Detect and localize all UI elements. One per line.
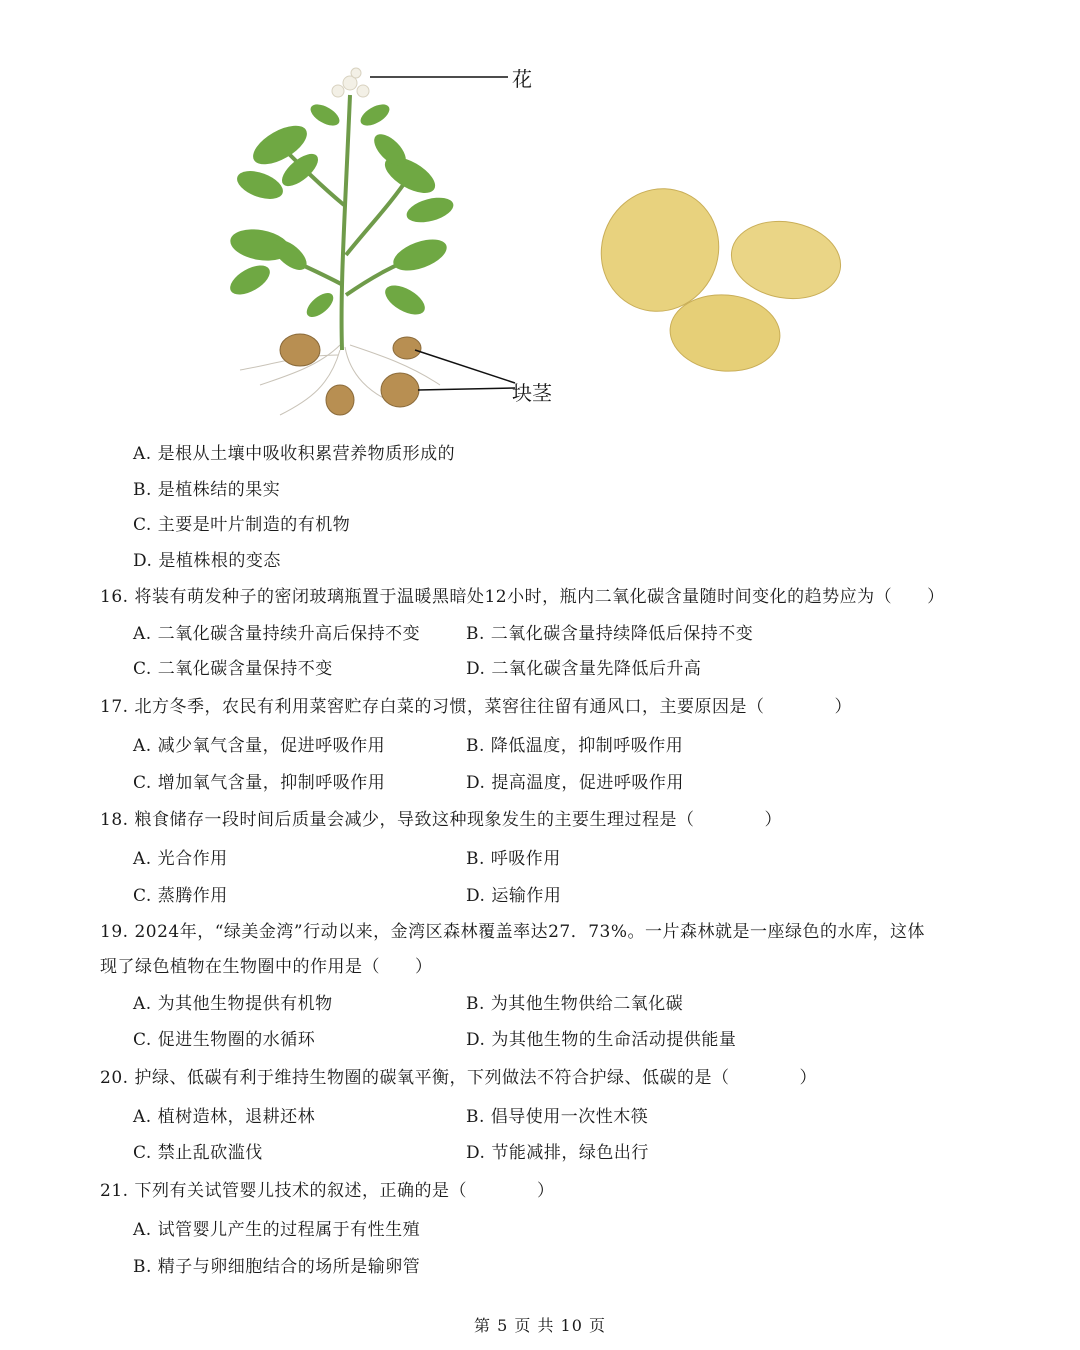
q19-option-d: D. 为其他生物的生命活动提供能量 bbox=[466, 1030, 737, 1050]
q20-option-a: A. 植树造林，退耕还林 bbox=[133, 1107, 316, 1127]
q15-option-c: C. 主要是叶片制造的有机物 bbox=[133, 515, 351, 535]
q20-option-d: D. 节能减排，绿色出行 bbox=[466, 1143, 649, 1163]
q17-option-c: C. 增加氧气含量，抑制呼吸作用 bbox=[133, 773, 386, 793]
q15-option-d: D. 是植株根的变态 bbox=[133, 551, 281, 571]
q21-option-b: B. 精子与卵细胞结合的场所是输卵管 bbox=[133, 1257, 421, 1277]
q20-option-b: B. 倡导使用一次性木筷 bbox=[466, 1107, 649, 1127]
label-tuber: 块茎 bbox=[512, 381, 552, 405]
label-flower: 花 bbox=[512, 67, 532, 91]
q17-stem: 17. 北方冬季，农民有利用菜窖贮存白菜的习惯，菜窖往往留有通风口，主要原因是（ ） bbox=[100, 697, 852, 717]
q20-option-c: C. 禁止乱砍滥伐 bbox=[133, 1143, 263, 1163]
q18-option-a: A. 光合作用 bbox=[133, 849, 228, 869]
q19-stem-line2: 现了绿色植物在生物圈中的作用是（ ） bbox=[100, 957, 433, 977]
q21-option-a: A. 试管婴儿产生的过程属于有性生殖 bbox=[133, 1220, 421, 1240]
q21-stem: 21. 下列有关试管婴儿技术的叙述，正确的是（ ） bbox=[100, 1181, 555, 1201]
q18-option-b: B. 呼吸作用 bbox=[466, 849, 561, 869]
q16-option-d: D. 二氧化碳含量先降低后升高 bbox=[466, 659, 702, 679]
q19-option-b: B. 为其他生物供给二氧化碳 bbox=[466, 994, 684, 1014]
q20-stem: 20. 护绿、低碳有利于维持生物圈的碳氧平衡，下列做法不符合护绿、低碳的是（ ） bbox=[100, 1068, 817, 1088]
q17-option-a: A. 减少氧气含量，促进呼吸作用 bbox=[133, 736, 386, 756]
q18-option-d: D. 运输作用 bbox=[466, 886, 562, 906]
flower-cluster bbox=[332, 68, 369, 97]
q16-stem: 16. 将装有萌发种子的密闭玻璃瓶置于温暖黑暗处12小时，瓶内二氧化碳含量随时间变化的趋势应为（ ） bbox=[100, 587, 945, 607]
q19-option-a: A. 为其他生物提供有机物 bbox=[133, 994, 333, 1014]
loose-potatoes bbox=[581, 169, 847, 375]
q17-option-b: B. 降低温度，抑制呼吸作用 bbox=[466, 736, 684, 756]
leader-lines bbox=[370, 77, 515, 390]
q17-option-d: D. 提高温度，促进呼吸作用 bbox=[466, 773, 684, 793]
q15-option-b: B. 是植株结的果实 bbox=[133, 480, 281, 500]
q19-option-c: C. 促进生物圈的水循环 bbox=[133, 1030, 316, 1050]
q16-option-b: B. 二氧化碳含量持续降低后保持不变 bbox=[466, 624, 754, 644]
q15-option-a: A. 是根从土壤中吸收积累营养物质形成的 bbox=[133, 444, 456, 464]
q18-stem: 18. 粮食储存一段时间后质量会减少，导致这种现象发生的主要生理过程是（ ） bbox=[100, 810, 782, 830]
q16-option-a: A. 二氧化碳含量持续升高后保持不变 bbox=[133, 624, 421, 644]
q18-option-c: C. 蒸腾作用 bbox=[133, 886, 228, 906]
potato-figure bbox=[200, 55, 900, 435]
q19-stem-line1: 19. 2024年，“绿美金湾”行动以来，金湾区森林覆盖率达27．73%。一片森林就是一座绿色的水库，这体 bbox=[100, 922, 926, 942]
q16-option-c: C. 二氧化碳含量保持不变 bbox=[133, 659, 333, 679]
page-footer: 第 5 页 共 10 页 bbox=[474, 1316, 606, 1335]
